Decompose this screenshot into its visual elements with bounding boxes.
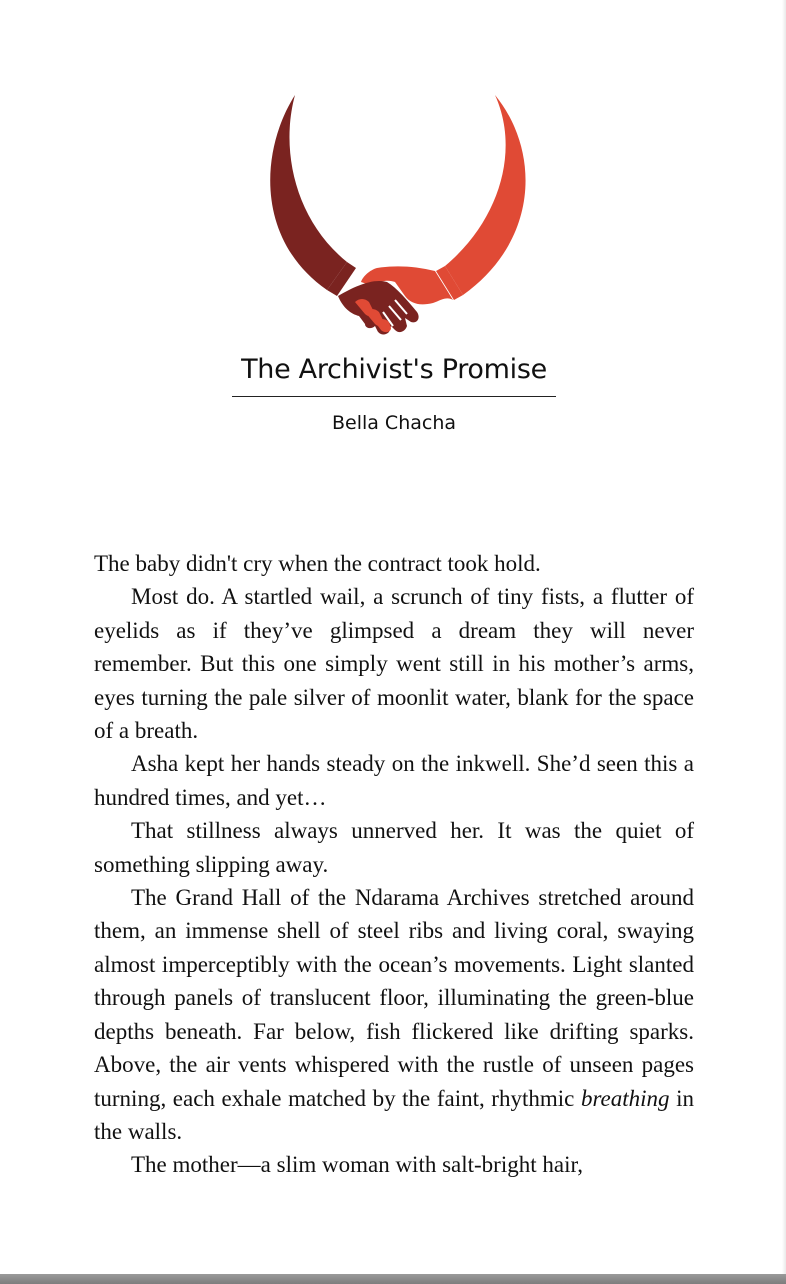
page-edge-shadow bbox=[782, 0, 786, 1276]
paragraph: Most do. A startled wail, a scrunch of tiny fists, a flutter of eyelids as if they’ve glimpsed a dream they will never remember. But this one simply went still in his mother’s arms, eyes turning the pale silver of moonlit water, blank for the space of a breath. bbox=[94, 584, 694, 744]
paragraph-text: The Grand Hall of the Ndarama Archives stretched around them, an immense shell of steel ribs and living coral, swaying almost imperceptibly with the ocean’s movements. Light slanted through panels of translucent floor, illuminating the green-blue depths beneath. Far below, fish flickered like drifting sparks. Above, the air vents whispered with the rustle of unseen pages turning, each exhale matched by the faint, rhythmic bbox=[94, 885, 694, 1111]
left-horn bbox=[270, 95, 347, 290]
paragraph: The baby didn't cry when the contract took hold. bbox=[94, 551, 541, 576]
page-bottom-shadow bbox=[0, 1274, 786, 1284]
paragraph-text: in the walls. bbox=[94, 1085, 695, 1144]
right-horn bbox=[445, 95, 526, 295]
book-author: Bella Chacha bbox=[331, 412, 457, 434]
paragraph: That stillness always unnerved her. It was the quiet of something slipping away. bbox=[94, 818, 694, 877]
title-divider bbox=[232, 396, 556, 397]
book-title: The Archivist's Promise bbox=[241, 354, 547, 385]
paragraph: The mother—a slim woman with salt-bright hair, bbox=[131, 1152, 583, 1178]
chapter-body bbox=[94, 547, 694, 1182]
handshake-crescent-icon bbox=[255, 90, 535, 340]
emphasis-text: breathing bbox=[580, 1085, 670, 1111]
paragraph bbox=[94, 881, 694, 1148]
paragraph: Asha kept her hands steady on the inkwell. She’d seen this a hundred times, and yet… bbox=[94, 751, 694, 810]
